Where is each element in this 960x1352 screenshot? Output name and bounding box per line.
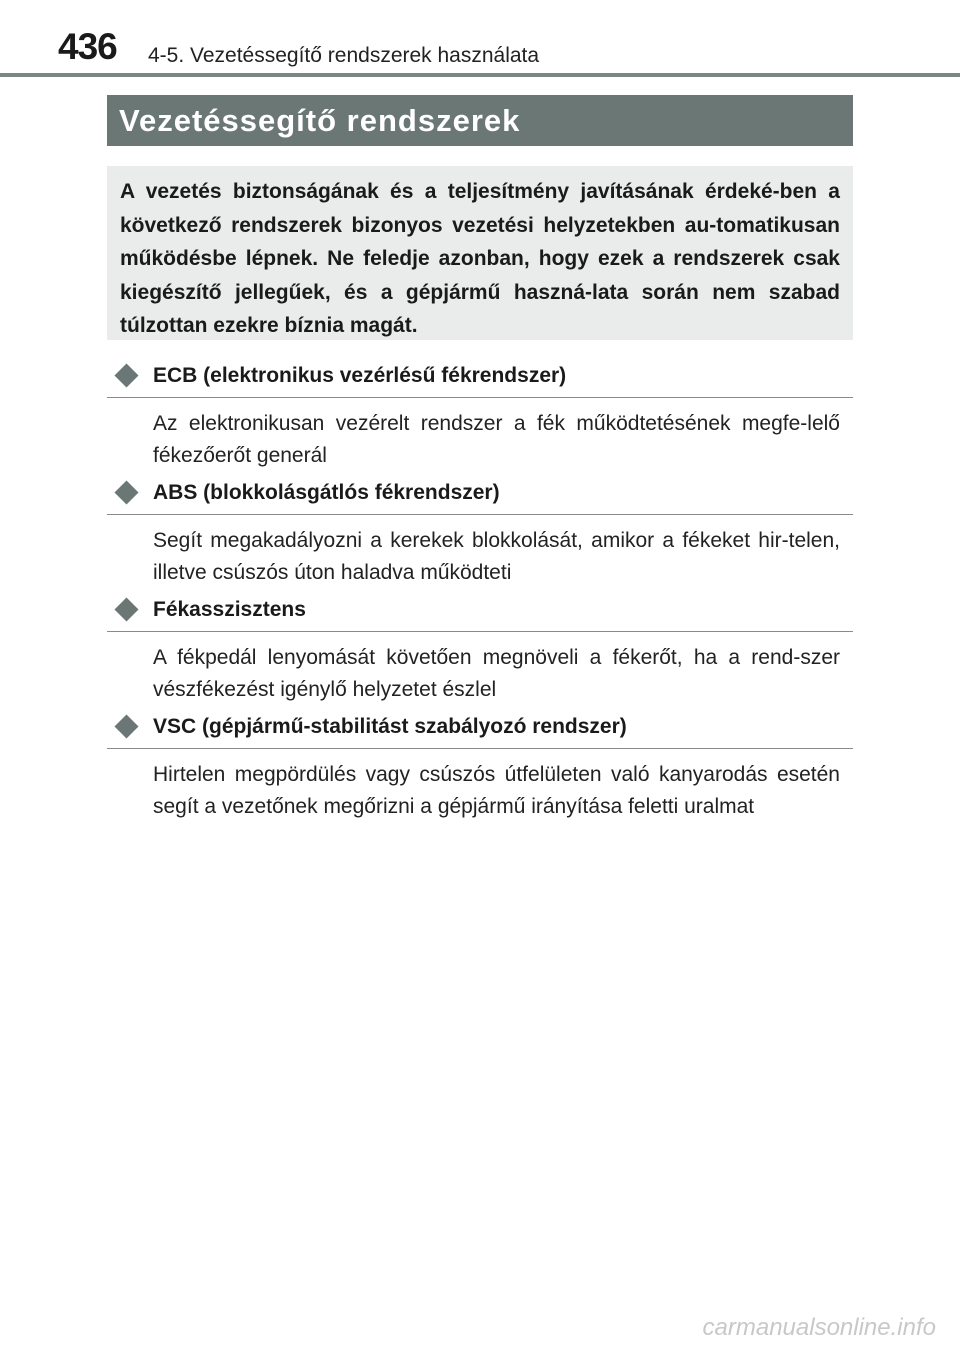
section-body: Az elektronikusan vezérelt rendszer a fék működtetésének megfe-lelő fékezőerőt generál (153, 412, 840, 467)
section-body: Hirtelen megpördülés vagy csúszós útfelületen való kanyarodás esetén segít a vezetőnek megőrizni a gépjármű irányítása feletti uralmat (153, 763, 840, 818)
watermark: carmanualsonline.info (702, 1314, 936, 1341)
diamond-bullet-icon (114, 363, 138, 387)
section-title: ECB (elektronikus vezérlésű fékrendszer) (153, 364, 567, 387)
section-header (107, 713, 853, 749)
section-header (107, 479, 853, 515)
section-abs (107, 479, 853, 589)
chapter-heading: 4-5. Vezetéssegítő rendszerek használata (148, 44, 540, 67)
section-header (107, 596, 853, 632)
section-body: Segít megakadályozni a kerekek blokkolását, amikor a fékeket hir-telen, illetve csúszós úton haladva működteti (153, 529, 840, 584)
section-vsc (107, 713, 853, 823)
diamond-bullet-icon (114, 597, 138, 621)
section-title: ABS (blokkolásgátlós fékrendszer) (153, 481, 500, 504)
section-title: VSC (gépjármű-stabilitást szabályozó rendszer) (153, 715, 627, 738)
page-title: Vezetéssegítő rendszerek (107, 95, 853, 146)
header-divider (0, 73, 960, 77)
section-header (107, 362, 853, 398)
section-ecb (107, 362, 853, 472)
section-brake-assist (107, 596, 853, 706)
diamond-bullet-icon (114, 480, 138, 504)
intro-box: A vezetés biztonságának és a teljesítmény javításának érdeké-ben a következő rendszerek bizonyos vezetési helyzetekben au-tomatikusan működésbe lépnek. Ne feledje azonban, hogy ezek a rendszerek csak kiegészítő jellegűek, és a gépjármű haszná-lata során nem szabad túlzottan ezekre bíznia magát. (107, 166, 853, 340)
section-title: Fékasszisztens (153, 598, 306, 621)
page-number: 436 (58, 26, 117, 67)
diamond-bullet-icon (114, 714, 138, 738)
section-body: A fékpedál lenyomását követően megnöveli a fékerőt, ha a rend-szer vészfékezést igénylő helyzetet észlel (153, 646, 840, 701)
